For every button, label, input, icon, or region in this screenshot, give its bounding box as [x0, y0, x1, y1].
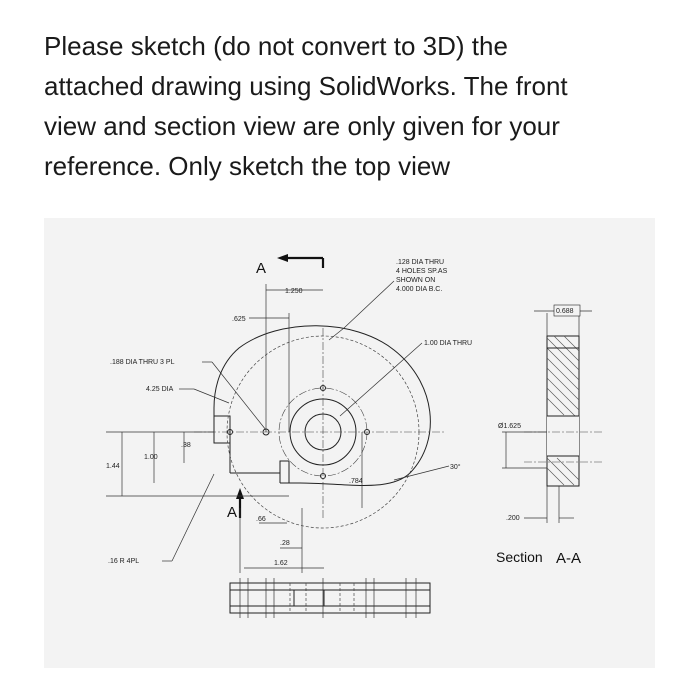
leader-line: [194, 389, 229, 403]
engineering-drawing: [44, 218, 655, 668]
dim-28: .28: [280, 540, 290, 547]
bottom-slot: [280, 473, 300, 483]
left-shoulder: [214, 416, 230, 443]
front-view: [106, 254, 472, 573]
section-view: [496, 305, 604, 567]
dim-625: .625: [232, 316, 246, 323]
question-line: reference. Only sketch the top view: [44, 151, 451, 181]
section-hatch: [547, 336, 579, 485]
dim-1250: 1.250: [285, 288, 303, 295]
dim-1625: Ø1.625: [498, 423, 521, 430]
note-line-2: 4 HOLES SP.AS: [396, 268, 448, 275]
section-bore: [547, 416, 579, 456]
dim-162: 1.62: [274, 560, 288, 567]
dim-144: 1.44: [106, 463, 120, 470]
leader-line: [340, 343, 422, 416]
dim-30-deg: 30°: [450, 464, 461, 471]
hub-slot: [294, 590, 324, 606]
question-line: Please sketch (do not convert to 3D) the: [44, 31, 508, 61]
section-label: Section: [496, 549, 543, 565]
dim-200: .200: [506, 515, 520, 522]
top-view-outline: [230, 583, 430, 613]
dim-100-thru: 1.00 DIA THRU: [424, 340, 473, 347]
question-text: [44, 26, 674, 186]
dim-0688: 0.688: [556, 308, 574, 315]
leader-line: [344, 281, 394, 328]
section-marker-top: A: [256, 260, 267, 277]
leader-line: [172, 474, 214, 561]
section-marker-bottom: A: [227, 504, 238, 521]
top-view: [230, 578, 430, 618]
section-arrow-head: [277, 254, 288, 262]
dim-66: .66: [256, 516, 266, 523]
dim-188-thru: .188 DIA THRU 3 PL: [110, 359, 175, 366]
dim-100: 1.00: [144, 454, 158, 461]
note-line-3: SHOWN ON: [396, 277, 436, 284]
section-arrow-head: [236, 488, 244, 499]
dim-784: .784: [349, 478, 363, 485]
question-line: attached drawing using SolidWorks. The front: [44, 71, 568, 101]
leader-line: [212, 362, 266, 430]
note-line-4: 4.000 DIA B.C.: [396, 286, 443, 293]
dim-16-r: .16 R 4PL: [108, 558, 140, 565]
note-line-1: .128 DIA THRU: [396, 259, 445, 266]
question-line: view and section view are only given for your: [44, 111, 560, 141]
section-outline: [547, 336, 579, 486]
section-letters: A-A: [556, 550, 582, 567]
angle-line: [394, 466, 449, 480]
dim-425-dia: 4.25 DIA: [146, 386, 174, 393]
dim-38: .38: [181, 442, 191, 449]
